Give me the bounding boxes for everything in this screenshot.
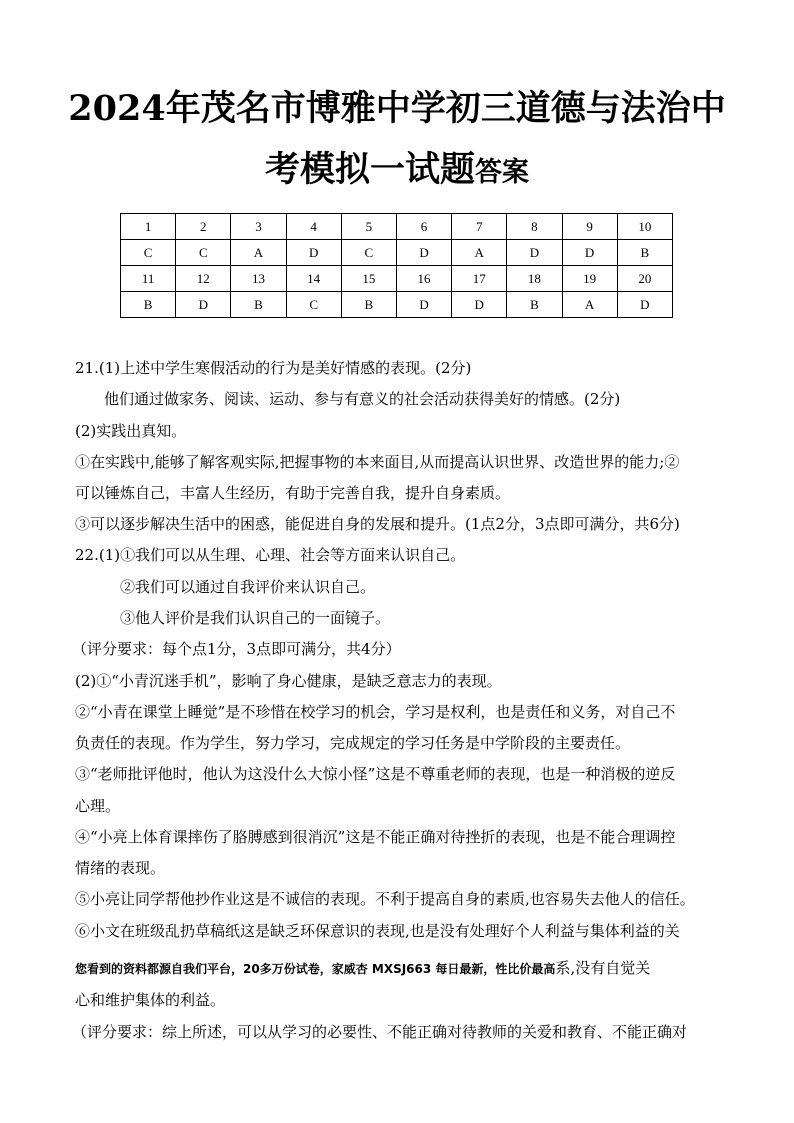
- q22-part2-point3: ③“老师批评他时，他认为这没什么大惊小怪”这是不尊重老师的表现，也是一种消极的逆反: [75, 765, 676, 783]
- table-cell: D: [176, 292, 231, 318]
- watermark-text: 您看到的资料都源自我们平台，20多万份试卷，家威杏 MXSJ663 每日最新，性比价最高: [75, 962, 556, 976]
- table-cell: 6: [396, 214, 451, 240]
- q22-part2-point2-cont: 负责任的表现。作为学生，努力学习，完成规定的学习任务是中学阶段的主要责任。: [75, 734, 631, 752]
- q22-part2-point6: ⑥小文在班级乱扔草稿纸这是缺乏环保意识的表现,也是没有处理好个人利益与集体利益的关: [75, 922, 680, 940]
- answer-table: [120, 213, 673, 318]
- table-cell: 10: [617, 214, 672, 240]
- document-title-line1: 2024年茂名市博雅中学初三道德与法治中: [68, 88, 726, 129]
- q22-part2-point4: ④“小亮上体育课摔伤了胳膊感到很消沉”这是不能正确对待挫折的表现，也是不能合理调控: [75, 828, 676, 846]
- table-cell: C: [286, 292, 341, 318]
- table-row: [121, 292, 673, 318]
- table-row: [121, 266, 673, 292]
- table-cell: C: [341, 240, 396, 266]
- q22-part2-point3-cont: 心理。: [75, 797, 121, 815]
- table-row: [121, 214, 673, 240]
- table-cell: 14: [286, 266, 341, 292]
- q22-part2-point5: ⑤小亮让同学帮他抄作业这是不诚信的表现。不利于提高自身的素质,也容易失去他人的信任。: [75, 890, 695, 908]
- table-cell: B: [231, 292, 286, 318]
- table-cell: 15: [341, 266, 396, 292]
- table-cell: 16: [396, 266, 451, 292]
- table-cell: 1: [121, 214, 176, 240]
- table-cell: 3: [231, 214, 286, 240]
- q22-part2-point2: ②“小青在课堂上睡觉”是不珍惜在校学习的机会，学习是权利，也是责任和义务，对自己不: [75, 703, 676, 721]
- table-cell: 9: [562, 214, 617, 240]
- q21-part2-point3: ③可以逐步解决生活中的困惑，能促进自身的发展和提升。(1点2分，3点即可满分，共6分): [75, 515, 680, 533]
- watermark-line: [75, 958, 650, 979]
- q22-part2-point4-cont: 情绪的表现。: [75, 859, 166, 877]
- q22-part2-scoring: （评分要求：综上所述，可以从学习的必要性、不能正确对待教师的关爱和教育、不能正确对: [72, 1023, 688, 1041]
- table-cell: 2: [176, 214, 231, 240]
- table-cell: A: [231, 240, 286, 266]
- table-cell: B: [341, 292, 396, 318]
- table-cell: 12: [176, 266, 231, 292]
- title-main: 考模拟一试题: [264, 149, 475, 190]
- table-cell: D: [396, 240, 451, 266]
- table-cell: D: [507, 240, 562, 266]
- q22-part1-point1: 22.(1)①我们可以从生理、心理、社会等方面来认识自己。: [75, 546, 466, 564]
- q22-part1-scoring: （评分要求：每个点1分，3点即可满分，共4分）: [72, 640, 401, 658]
- table-cell: A: [562, 292, 617, 318]
- table-cell: 19: [562, 266, 617, 292]
- q22-part2-point1: (2)①“小青沉迷手机”，影响了身心健康，是缺乏意志力的表现。: [75, 672, 502, 690]
- table-cell: 8: [507, 214, 562, 240]
- q22-part1-point2: ②我们可以通过自我评价来认识自己。: [120, 578, 376, 596]
- q21-part2-point2: 可以锤炼自己，丰富人生经历，有助于完善自我，提升自身素质。: [75, 484, 511, 502]
- table-cell: 17: [452, 266, 507, 292]
- q22-part2-point6-cont: 系,没有自觉关: [555, 959, 651, 977]
- table-cell: 5: [341, 214, 396, 240]
- table-cell: B: [617, 240, 672, 266]
- table-cell: B: [121, 292, 176, 318]
- table-cell: 18: [507, 266, 562, 292]
- table-cell: D: [452, 292, 507, 318]
- q22-part1-point3: ③他人评价是我们认识自己的一面镜子。: [120, 609, 391, 627]
- q22-part2-point6-end: 心和维护集体的利益。: [75, 991, 226, 1009]
- table-cell: B: [507, 292, 562, 318]
- table-cell: D: [562, 240, 617, 266]
- table-cell: A: [452, 240, 507, 266]
- q21-part1-detail: 他们通过做家务、阅读、运动、参与有意义的社会活动获得美好的情感。(2分): [104, 390, 621, 408]
- table-cell: D: [396, 292, 451, 318]
- table-cell: 7: [452, 214, 507, 240]
- q21-part1-answer: 21.(1)上述中学生寒假活动的行为是美好情感的表现。(2分): [75, 359, 472, 377]
- table-cell: C: [121, 240, 176, 266]
- q21-part2-point1: ①在实践中,能够了解客观实际,把握事物的本来面目,从而提高认识世界、改造世界的能力;②: [75, 453, 680, 471]
- title-suffix: 答案: [475, 157, 529, 188]
- table-cell: D: [286, 240, 341, 266]
- table-cell: 11: [121, 266, 176, 292]
- document-title-line2: [0, 145, 794, 201]
- table-cell: C: [176, 240, 231, 266]
- table-cell: 20: [617, 266, 672, 292]
- table-row: [121, 240, 673, 266]
- q21-part2-heading: (2)实践出真知。: [75, 422, 187, 440]
- table-cell: 4: [286, 214, 341, 240]
- table-cell: D: [617, 292, 672, 318]
- table-cell: 13: [231, 266, 286, 292]
